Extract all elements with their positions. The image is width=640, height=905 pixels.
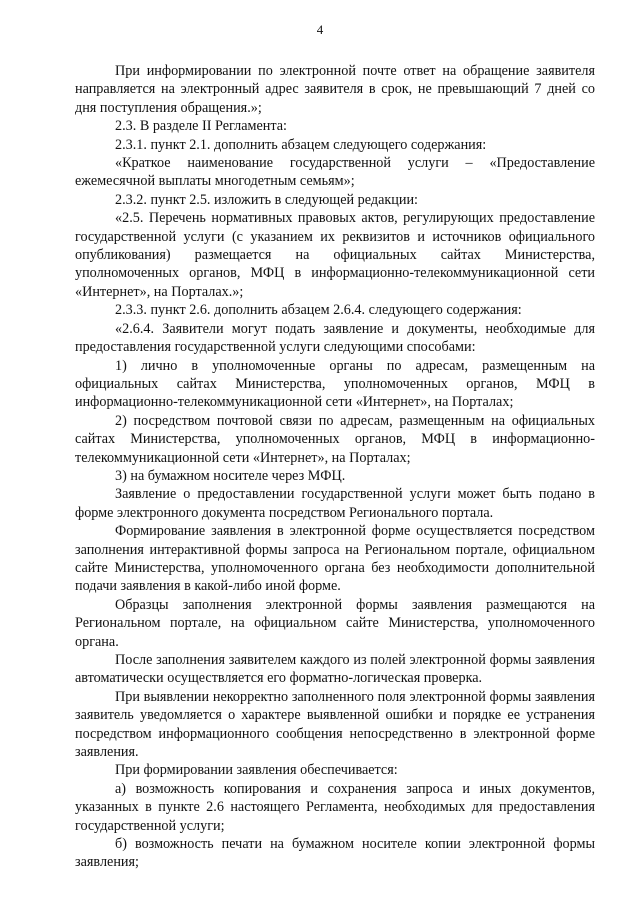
paragraph: Образцы заполнения электронной формы заявления размещаются на Региональном портале, на официальном сайте Министерства, уполномоченного органа. [75, 596, 595, 650]
paragraph: 2.3. В разделе II Регламента: [115, 118, 287, 135]
paragraph: 3) на бумажном носителе через МФЦ. [115, 467, 346, 484]
paragraph: «Краткое наименование государственной услуги – «Предоставление ежемесячной выплаты многодетным семьям»; [75, 155, 595, 190]
paragraph: 1) лично в уполномоченные органы по адресам, размещенным на официальных сайтах Министерства, уполномоченных органов, МФЦ в информационно-телекоммуникационной сети «Интернет», на Порталах; [75, 357, 595, 411]
paragraph: 2.3.2. пункт 2.5. изложить в следующей редакции: [115, 191, 418, 208]
document-body [75, 62, 595, 872]
paragraph: «2.6.4. Заявители могут подать заявление и документы, необходимые для предоставления государственной услуги следующими способами: [75, 320, 595, 356]
paragraph: «2.5. Перечень нормативных правовых актов, регулирующих предоставление государственной услуги (с указанием их реквизитов и источников официального опубликования) размещается на официальных сайтах Министерства, уполномоченных органов, МФЦ в информационно-телекоммуникационной сети «Интернет», на Порталах.»; [75, 210, 595, 300]
page-number: 4 [316, 22, 324, 37]
paragraph: После заполнения заявителем каждого из полей электронной формы заявления автоматически осуществляется его форматно-логическая проверка. [75, 652, 595, 687]
paragraph: При выявлении некорректно заполненного поля электронной формы заявления заявитель уведомляется о характере выявленной ошибки и порядке ее устранения посредством информационного сообщения непосредственно в электронной форме заявления. [75, 688, 595, 761]
paragraph: При формировании заявления обеспечивается: [115, 762, 398, 779]
paragraph: При информировании по электронной почте ответ на обращение заявителя направляется на электронный адрес заявителя в срок, не превышающий 7 дней со дня поступления обращения.»; [75, 63, 595, 116]
paragraph: 2.3.1. пункт 2.1. дополнить абзацем следующего содержания: [115, 136, 487, 153]
paragraph: 2.3.3. пункт 2.6. дополнить абзацем 2.6.4. следующего содержания: [115, 302, 522, 319]
paragraph: Формирование заявления в электронной форме осуществляется посредством заполнения интерактивной формы запроса на Региональном портале, официальном сайте Министерства, уполномоченного органа без необходимости дополнительной подачи заявления в какой-либо иной форме. [75, 523, 595, 595]
paragraph: 2) посредством почтовой связи по адресам, размещенным на официальных сайтах Министерства, уполномоченных органов, МФЦ в информационно-телекоммуникационной сети «Интернет», на Порталах; [75, 412, 595, 466]
paragraph: а) возможность копирования и сохранения запроса и иных документов, указанных в пункте 2.6 настоящего Регламента, необходимых для предоставления государственной услуги; [75, 780, 595, 834]
paragraph: Заявление о предоставлении государственной услуги может быть подано в форме электронного документа посредством Регионального портала. [75, 486, 595, 521]
paragraph: б) возможность печати на бумажном носителе копии электронной формы заявления; [75, 836, 595, 871]
